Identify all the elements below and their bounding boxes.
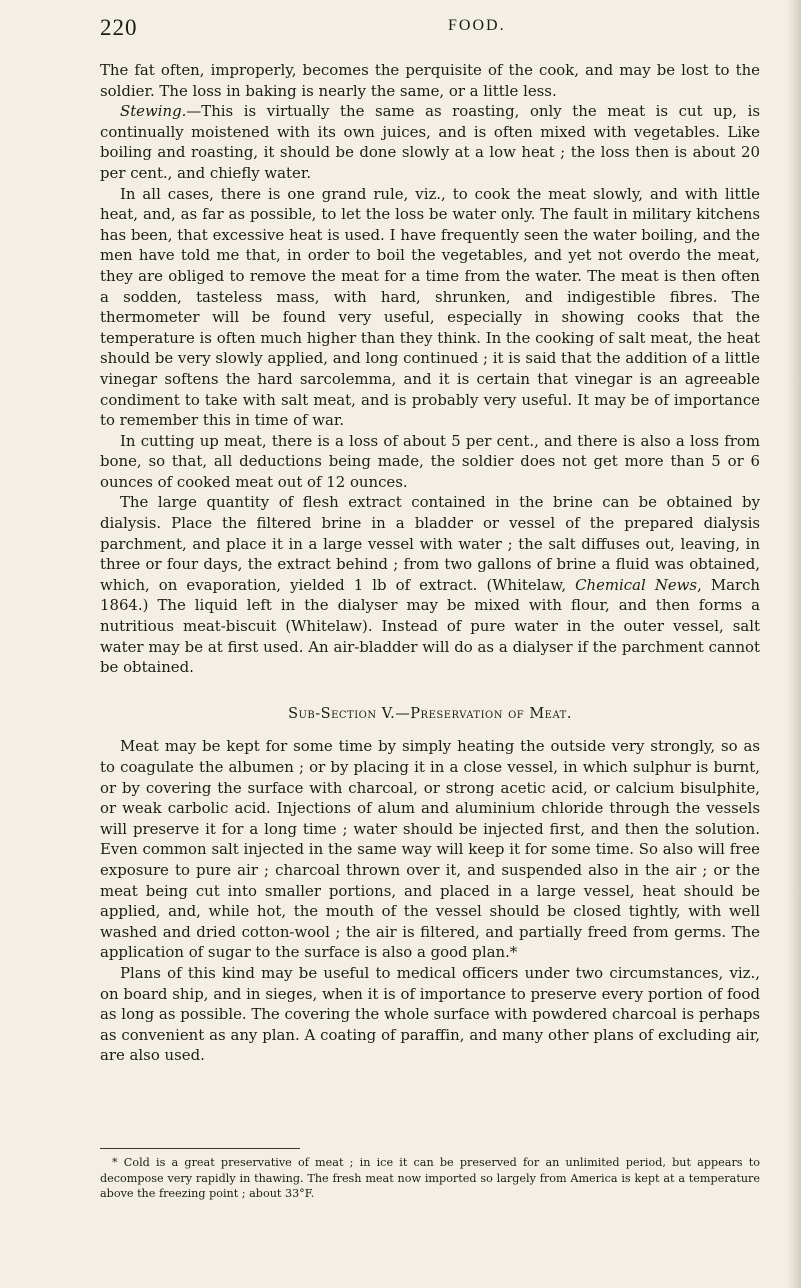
dialysis-text-continued: , March 1864.) The liquid left in the dialyser may be mixed with flour, and then forms a nutritious meat-biscuit (Whitelaw). Instead of pure water in the outer vessel, salt water may be at first used. An air-bladder will do as a dialyser if the parchment cannot be obtained. xyxy=(100,575,761,677)
stewing-text: —This is virtually the same as roasting, only the meat is cut up, is continually moistened with its own juices, and is often mixed with vegetables. Like boiling and roasting, it should be done slowly at a low heat ; the loss then is about 20 per cent., and chiefly water. xyxy=(100,102,760,182)
paragraph-grand-rule: In all cases, there is one grand rule, viz., to cook the meat slowly, and with little heat, and, as far as possible, to let the loss be water only. The fault in military kitchens has been, that excessive heat is used. I have frequently seen the water boiling, and the men have told me that, in order to boil the vegetables, and yet not overdo the meat, they are obliged to remove the meat for a time from the water. The meat is then often a sodden, tasteless mass, with hard, shrunken, and indigestible fibres. The thermometer will be found very useful, especially in showing cooks that the temperature is often much higher than they think. In the cooking of salt meat, the heat should be very slowly applied, and long continued ; it is said that the addition of a little vinegar softens the hard sarcolemma, and it is certain that vinegar is an agreeable condiment to take with salt meat, and is probably very useful. It may be of importance to remember this in time of war. xyxy=(100,184,760,430)
paragraph-dialysis xyxy=(100,492,760,677)
page-edge-shadow xyxy=(787,0,801,1288)
footnote: * Cold is a great preservative of meat ; in ice it can be preserved for an unlimited period, but appears to decompose very rapidly in thawing. The fresh meat now imported so largely from America is kept at a temperature above the freezing point ; about 33°F. xyxy=(100,1156,760,1200)
body-text xyxy=(100,60,760,1066)
page-header xyxy=(100,15,761,41)
paragraph-stewing xyxy=(100,101,760,183)
footnote-divider xyxy=(100,1148,300,1149)
footnotes xyxy=(100,1155,760,1202)
running-head: FOOD. xyxy=(448,17,506,34)
paragraph-preservation: Meat may be kept for some time by simply heating the outside very strongly, so as to coagulate the albumen ; or by placing it in a close vessel, in which sulphur is burnt, or by covering the surface with charcoal, or strong acetic acid, or calcium bisulphite, or weak carbolic acid. Injections of alum and aluminium chloride through the vessels will preserve it for a long time ; water should be injected first, and then the solution. Even common salt injected in the same way will keep it for some time. So also will free exposure to pure air ; charcoal thrown over it, and suspended also in the air ; or the meat being cut into smaller portions, and placed in a large vessel, heat should be applied, and, while hot, the mouth of the vessel should be closed tightly, with well washed and dried cotton-wool ; the air is filtered, and partially freed from germs. The application of sugar to the surface is also a good plan.* xyxy=(100,737,760,962)
section-heading: Sub-Section V.—Preservation of Meat. xyxy=(288,705,572,722)
stewing-label: Stewing. xyxy=(120,102,187,121)
paragraph-cutting: In cutting up meat, there is a loss of about 5 per cent., and there is also a loss from bone, so that, all deductions being made, the soldier does not get more than 5 or 6 ounces of cooked meat out of 12 ounces. xyxy=(100,431,760,491)
paragraph-plans: Plans of this kind may be useful to medical officers under two circumstances, viz., on board ship, and in sieges, when it is of importance to preserve every portion of food as long as possible. The covering the whole surface with powdered charcoal is perhaps as convenient as any plan. A coating of paraffin, and many other plans of excluding air, are also used. xyxy=(100,963,760,1065)
paragraph-fat: The fat often, improperly, becomes the perquisite of the cook, and may be lost to the soldier. The loss in baking is nearly the same, or a little less. xyxy=(100,61,760,100)
journal-title: Chemical News xyxy=(575,575,698,594)
dialysis-text: The large quantity of flesh extract contained in the brine can be obtained by dialysis. Place the filtered brine in a bladder or vessel of the prepared dialysis parchment, and place it in a large vessel with water ; the salt diffuses out, leaving, in three or four days, the extract behind ; from two gallons of brine a fluid was obtained, which, on evaporation, yielded 1 lb of extract. (Whitelaw, xyxy=(100,493,760,594)
page-number: 220 xyxy=(100,15,138,40)
